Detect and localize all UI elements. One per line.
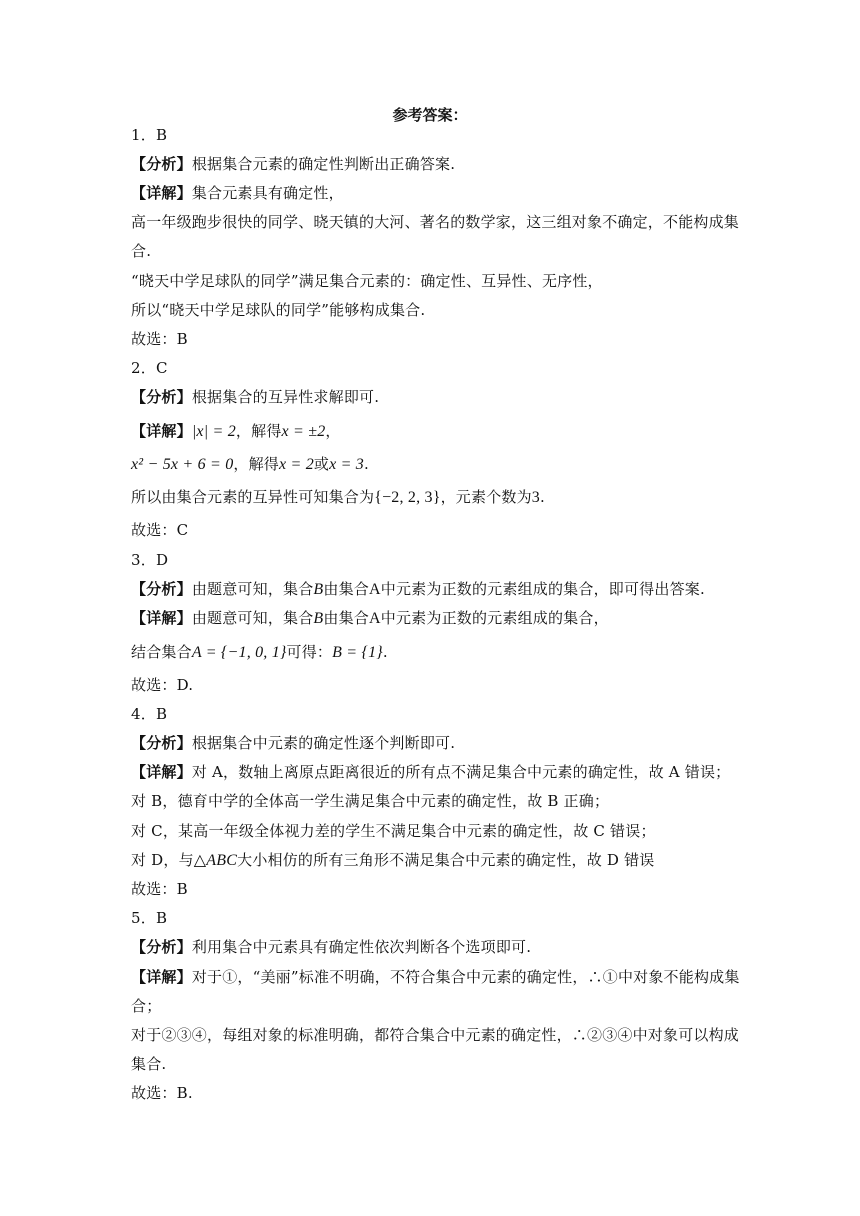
answer-1-choice: 故选：B [131,330,188,348]
detail-label: 【详解】 [131,968,192,986]
answer-5-detail-line: 对于②③④，每组对象的标准明确，都符合集合中元素的确定性，∴②③④中对象可以构成 [131,1026,740,1044]
detail-text: ， [325,422,341,440]
analysis-label: 【分析】 [131,938,192,956]
detail-label: 【详解】 [131,184,192,202]
math-expression: |x| = 2 [191,423,236,440]
detail-text: 大小相仿的所有三角形不满足集合中元素的确定性，故 D 错误 [237,851,655,869]
answer-4-detail-line: 对 B，德育中学的全体高一学生满足集合中元素的确定性，故 B 正确； [131,792,610,810]
answer-1-detail-line: 合. [131,242,152,260]
math-expression: A [369,610,381,627]
detail-text: 或 [313,455,330,473]
analysis-label: 【分析】 [131,734,192,752]
detail-label: 【详解】 [131,609,192,627]
answer-1-detail-line: “晓天中学足球队的同学”满足集合元素的：确定性、互异性、无序性， [131,272,603,290]
analysis-text: 根据集合元素的确定性判断出正确答案. [191,155,456,173]
answer-5-analysis [131,936,731,958]
answer-1-heading: 1．B [131,126,168,144]
answer-3-detail [131,607,731,630]
analysis-text: 由题意可知，集合 [191,580,314,598]
math-expression: x² − 5x + 6 = 0 [131,456,234,473]
answer-3-heading: 3．D [131,551,169,569]
math-expression: 3 [531,489,540,506]
math-expression: B [313,610,324,627]
answer-4-detail-line [131,849,731,872]
answer-5-detail-line: 合； [131,997,162,1015]
answer-2-choice: 故选：C [131,521,189,539]
analysis-label: 【分析】 [131,155,192,173]
detail-text: 结合集合 [131,643,192,661]
answer-1-detail [131,182,731,204]
detail-text: 由题意可知，集合 [191,609,314,627]
answer-2-detail-line [131,486,731,509]
detail-text: 集合元素具有确定性， [191,184,344,202]
answer-2-analysis [131,386,731,408]
answer-5-detail-line: 集合. [131,1055,167,1073]
analysis-text: 根据集合中元素的确定性逐个判断即可. [191,734,456,752]
analysis-label: 【分析】 [131,580,192,598]
answer-1-analysis [131,153,731,175]
answer-1-detail-line: 高一年级跑步很快的同学、晓天镇的大河、著名的数学家，这三组对象不确定，不能构成集 [131,213,740,231]
answer-3-detail-line [131,641,731,664]
analysis-text: 根据集合的互异性求解即可. [191,388,380,406]
answer-3-choice: 故选：D. [131,676,194,694]
detail-text: 对于①，“美丽”标准不明确，不符合集合中元素的确定性，∴①中对象不能构成集 [191,968,740,986]
analysis-text: 中元素为正数的元素组成的集合，即可得出答案. [380,580,705,598]
math-expression: A [369,581,381,598]
analysis-label: 【分析】 [131,388,192,406]
math-expression: △ABC [193,852,238,869]
math-expression: A = {−1, 0, 1} [191,644,287,661]
answer-5-detail [131,966,740,988]
answer-4-choice: 故选：B [131,880,188,898]
detail-text: 对 D，与 [131,851,194,869]
answer-3-analysis [131,578,731,601]
page-title: 参考答案： [392,106,468,124]
math-expression: x = 3 [329,456,365,473]
math-expression: x = ±2 [281,423,326,440]
math-expression: B [313,581,324,598]
detail-text: 中元素为正数的元素组成的集合， [380,609,609,627]
math-expression: B = {1} [332,644,383,661]
detail-text: 由集合 [323,609,370,627]
answer-4-heading: 4．B [131,705,168,723]
answer-2-detail-line [131,453,731,476]
answer-1-detail-line: 所以“晓天中学足球队的同学”能够构成集合. [131,301,426,319]
answer-2-heading: 2．C [131,359,168,377]
detail-text: 对 A，数轴上离原点距离很近的所有点不满足集合中元素的确定性，故 A 错误； [191,763,731,781]
answer-4-detail-line: 对 C，某高一年级全体视力差的学生不满足集合中元素的确定性，故 C 错误； [131,822,656,840]
detail-label: 【详解】 [131,422,192,440]
math-expression: x = 2 [279,456,314,473]
answer-4-analysis [131,732,731,754]
math-expression: {−2, 2, 3} [374,489,441,506]
analysis-text: 利用集合中元素具有确定性依次判断各个选项即可. [191,938,532,956]
detail-text: 可得： [286,643,333,661]
detail-label: 【详解】 [131,763,192,781]
detail-text: ，解得 [235,422,282,440]
detail-text: . [364,455,369,473]
answer-5-heading: 5．B [131,909,168,927]
detail-text: ，元素个数为 [440,488,532,506]
detail-text: ，解得 [233,455,279,473]
detail-text: . [540,488,545,506]
analysis-text: 由集合 [323,580,370,598]
detail-text: 所以由集合元素的互异性可知集合为 [131,488,375,506]
detail-text: . [382,643,388,661]
answer-2-detail [131,420,731,443]
answer-5-choice: 故选：B. [131,1084,193,1102]
answer-4-detail [131,761,731,783]
